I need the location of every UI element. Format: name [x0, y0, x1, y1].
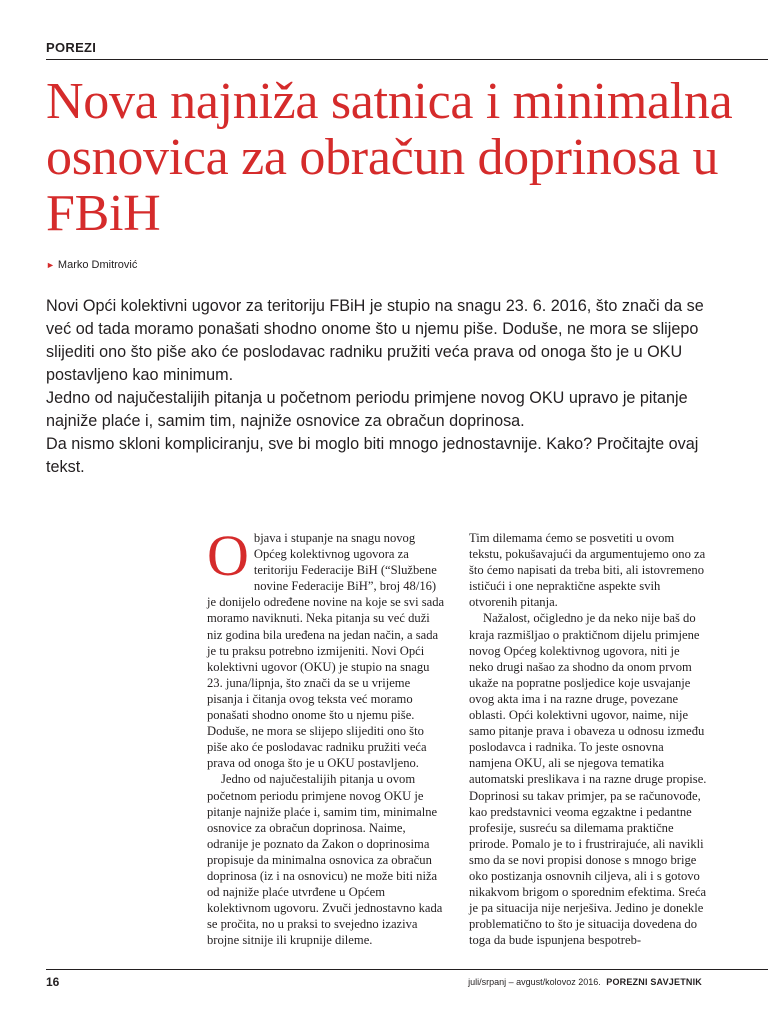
- footer-divider: [46, 969, 768, 970]
- byline: [46, 259, 137, 271]
- lead-paragraph: Da nismo skloni kompliciranju, sve bi moglo biti mnogo jednostavnije. Kako? Pročitajte ovaj tekst.: [46, 435, 699, 476]
- lead-paragraph: Novi Opći kolektivni ugovor za teritoriju FBiH je stupio na snagu 23. 6. 2016, što znači da se već od tada moramo ponašati shodno onome što u njemu piše. Doduše, ne mora se slijepo slijediti ono što piše ako će poslodavac radniku pružiti veća prava od onoga što je u OKU postavljeno kao minimum.: [46, 297, 704, 384]
- lead-paragraphs: [46, 295, 726, 479]
- section-label: POREZI: [46, 40, 97, 55]
- body-paragraph: Jedno od najučestalijih pitanja u ovom početnom periodu primjene novog OKU je pitanje najniže plaće i, samim tim, minimalne osnovice za obračun doprinosa. Naime, odranije je poznato da Zakon o doprinosima propisuje da minimalna osnovica za obračun doprinosa (iz i na osnovicu) ne može biti niža od najniže plaće utvrđene u Općem kolektivnom ugovoru. Zvuči jednostavno kada se pročita, no u praksi to svejedno izaziva brojne sitnije ili krupnije dileme.: [207, 772, 443, 948]
- body-paragraph: [207, 523, 445, 771]
- author-name: Marko Dmitrović: [57, 259, 138, 271]
- lead-paragraph: Jedno od najučestalijih pitanja u početnom periodu primjene novog OKU upravo je pitanje najniže plaće i, samim tim, najniže osnovice za obračun doprinosa.: [46, 389, 688, 430]
- top-divider: [46, 59, 768, 60]
- body-column-1: [207, 523, 445, 948]
- issue-info: [468, 977, 702, 987]
- body-column-2: [469, 530, 707, 948]
- byline-arrow-icon: ►: [46, 260, 55, 270]
- body-paragraph-text: bjava i stupanje na snagu novog Općeg kolektivnog ugovora za teritoriju Federacije BiH (“Službene novine Federacije BiH”, broj 48/16) je donijelo određene novine na koje se svi sada moramo naviknuti. Neka pitanja su već duži niz godina bila uređena na jedan način, a sada je tu praksu potrebno izmijeniti. Novi Opći kolektivni ugovor (OKU) je stupio na snagu 23. juna/lipnja, što znači da se u vrijeme pisanja i čitanja ovog teksta već moramo ponašati shodno onome što u njemu piše. Doduše, ne mora se slijepo slijediti ono što piše ako će poslodavac radniku pružiti veća prava od onoga što je u OKU postavljeno.: [207, 531, 445, 771]
- magazine-name: POREZNI SAVJETNIK: [606, 977, 702, 987]
- issue-date: juli/srpanj – avgust/kolovoz 2016.: [468, 977, 601, 987]
- article-title: Nova najniža satnica i minimalna osnovica za obračun doprinosa u FBiH: [46, 73, 733, 242]
- body-paragraph: Tim dilemama ćemo se posvetiti u ovom tekstu, pokušavajući da argumentujemo ono za što ćemo napisati da treba biti, ali istovremeno ističući i one nepraktične aspekte svih otvorenih pitanja.: [469, 531, 706, 610]
- page-number: 16: [46, 975, 60, 989]
- drop-cap: O: [207, 523, 249, 588]
- body-paragraph: Nažalost, očigledno je da neko nije baš do kraja razmišljao o praktičnom dijelu primjene novog Općeg kolektivnog ugovora, niti je neko drugi našao za shodno da onom prvom ukaže na popratne posljedice koje usvajanje ovog akta ima i na razne druge, povezane oblasti. Opći kolektivni ugovor, naime, nije samo pitanje prava i obaveza u odnosu između poslodavca i radnika. To jeste osnovna namjena OKU, ali se njegova tematika automatski preslikava i na razne druge propise. Doprinosi su takav primjer, pa se računovođe, kao predstavnici veoma egzaktne i pedantne profesije, susreću sa dilemama praktične prirode. Pomalo je to i frustrirajuće, ali navikli smo da se novi propisi donose s mnogo brige oko postizanja osnovnih ciljeva, ali i s gotovo nikakvom brigom o sporednim efektima. Sreća je pa situacija nije nerješiva. Jedino je donekle problematično to što je situacija dovedena do toga da bude ispunjena bespotreb-: [469, 611, 707, 948]
